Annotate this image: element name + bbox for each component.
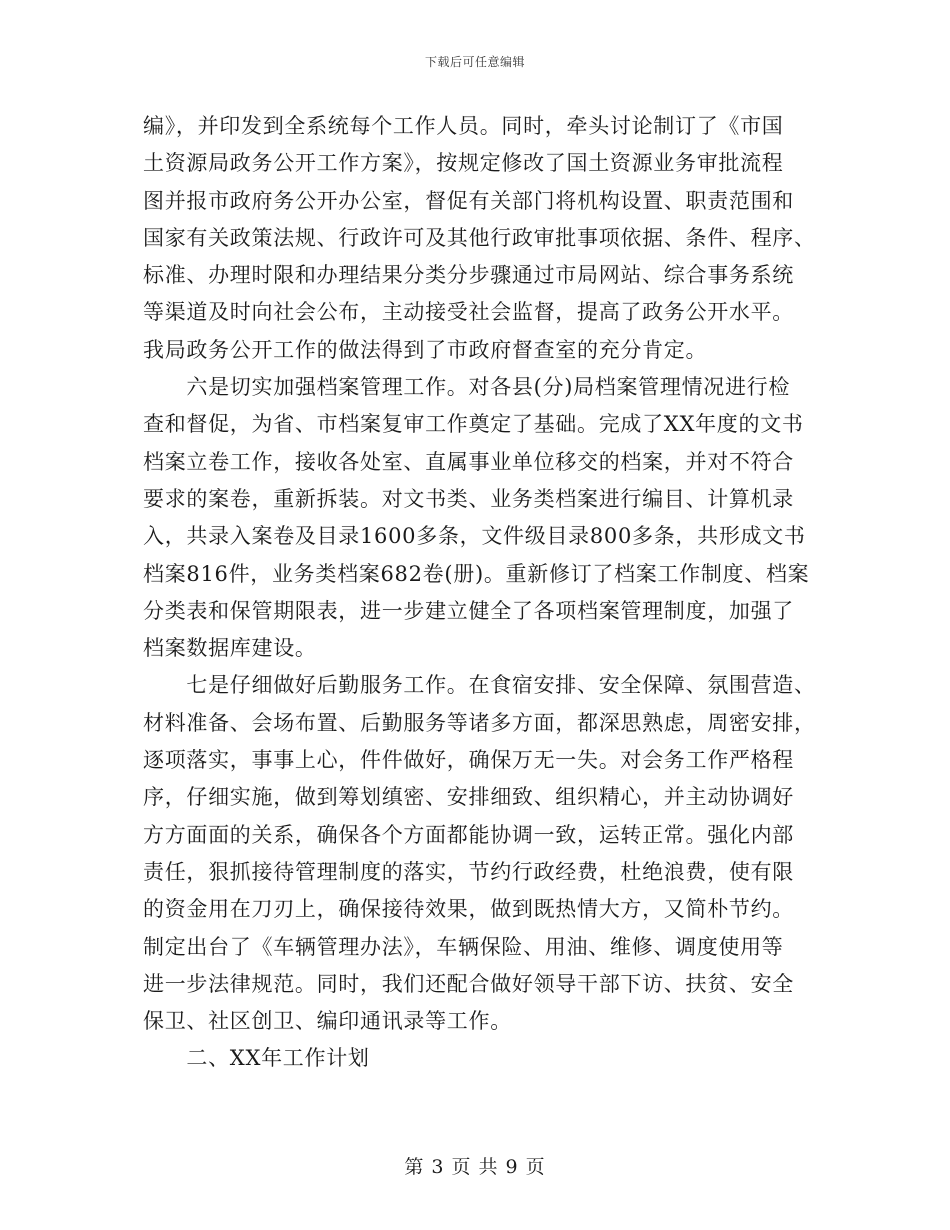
paragraph-start-line: 六是切实加强档案管理工作。对各县(分)局档案管理情况进行检	[143, 375, 791, 400]
page-number: 第 3 页 共 9 页	[404, 1156, 546, 1178]
text-line: 我局政务公开工作的做法得到了市政府督查室的充分肯定。	[143, 337, 708, 362]
paragraph-start-line: 七是仔细做好后勤服务工作。在食宿安排、安全保障、氛围营造、	[143, 673, 816, 698]
text-line: 逐项落实，事事上心，件件做好，确保万无一失。对会务工作严格程	[143, 748, 794, 773]
text-line: 国家有关政策法规、行政许可及其他行政审批事项依据、条件、程序、	[143, 225, 816, 250]
text-line: 标准、办理时限和办理结果分类分步骤通过市局网站、综合事务系统	[143, 263, 794, 288]
text-line: 要求的案卷，重新拆装。对文书类、业务类档案进行编目、计算机录	[143, 486, 794, 511]
text-line: 进一步法律规范。同时，我们还配合做好领导干部下访、扶贫、安全	[143, 971, 794, 996]
text-line: 材料准备、会场布置、后勤服务等诸多方面，都深思熟虑，周密安排，	[143, 710, 816, 735]
text-line: 分类表和保管期限表，进一步建立健全了各项档案管理制度，加强了	[143, 598, 794, 623]
text-line: 方方面面的关系，确保各个方面都能协调一致，运转正常。强化内部	[143, 822, 794, 847]
text-line: 档案立卷工作，接收各处室、直属事业单位移交的档案，并对不符合	[143, 449, 794, 474]
text-line: 图并报市政府务公开办公室，督促有关部门将机构设置、职责范围和	[143, 188, 794, 213]
section-heading: 二、XX年工作计划	[143, 1046, 370, 1071]
text-line: 土资源局政务公开工作方案》，按规定修改了国土资源业务审批流程	[143, 151, 784, 176]
text-line: 序，仔细实施，做到筹划缜密、安排细致、组织精心，并主动协调好	[143, 785, 794, 810]
page-header-note: 下载后可任意编辑	[424, 55, 525, 69]
text-line: 等渠道及时向社会公布，主动接受社会监督，提高了政务公开水平。	[143, 300, 794, 325]
text-line: 档案数据库建设。	[143, 636, 317, 661]
text-line: 查和督促，为省、市档案复审工作奠定了基础。完成了XX年度的文书	[143, 412, 804, 437]
text-line: 制定出台了《车辆管理办法》，车辆保险、用油、维修、调度使用等	[143, 934, 784, 959]
text-line: 档案816件，业务类档案682卷(册)。重新修订了档案工作制度、档案	[143, 561, 810, 586]
text-line: 入，共录入案卷及目录1600多条，文件级目录800多条，共形成文书	[143, 524, 806, 549]
document-body	[143, 108, 816, 1078]
text-line: 责任，狠抓接待管理制度的落实，节约行政经费，杜绝浪费，使有限	[143, 859, 794, 884]
text-line: 的资金用在刀刃上，确保接待效果，做到既热情大方，又简朴节约。	[143, 897, 794, 922]
text-line: 编》，并印发到全系统每个工作人员。同时，牵头讨论制订了《市国	[143, 114, 784, 138]
text-line: 保卫、社区创卫、编印通讯录等工作。	[143, 1009, 512, 1034]
